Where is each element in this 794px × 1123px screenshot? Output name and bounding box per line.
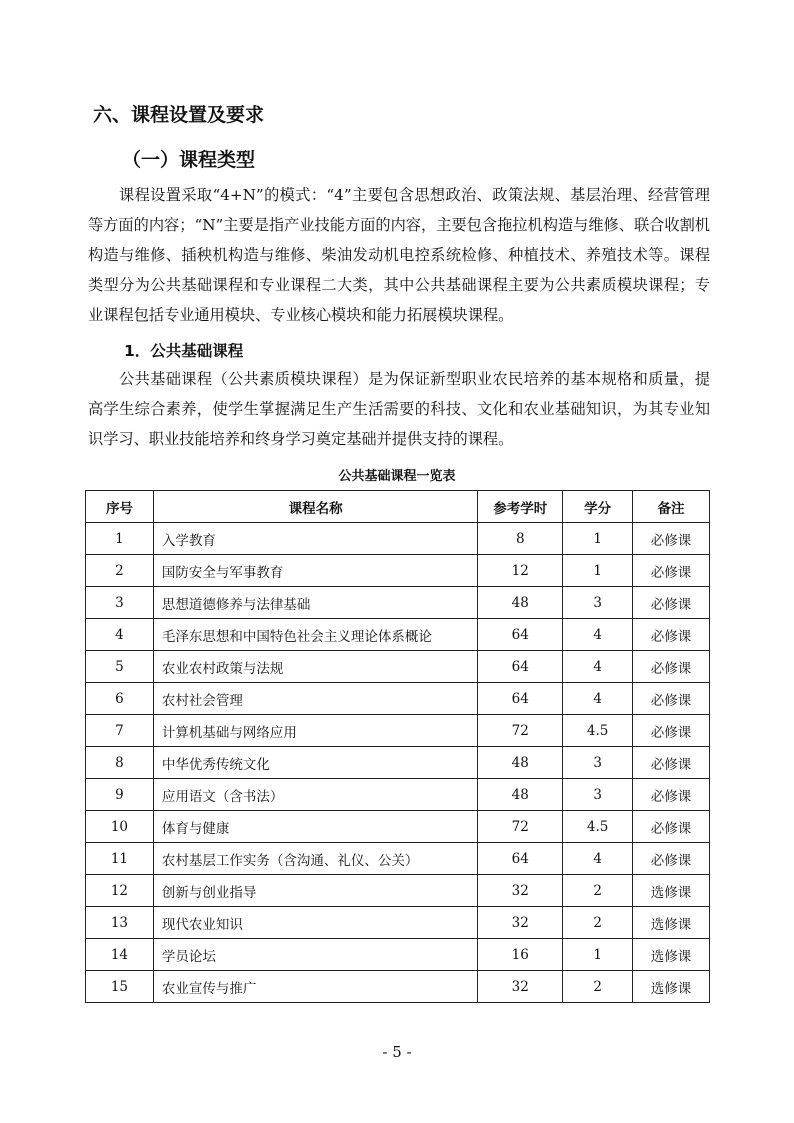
- table-header-row: [86, 491, 710, 523]
- cell-course-name: 思想道德修养与法律基础: [153, 587, 477, 619]
- cell-hours: 32: [478, 875, 563, 907]
- cell-index: 11: [86, 843, 154, 875]
- cell-index: 7: [86, 715, 154, 747]
- cell-hours: 64: [478, 619, 563, 651]
- cell-index: 4: [86, 619, 154, 651]
- cell-credits: 2: [563, 875, 633, 907]
- cell-credits: 1: [563, 555, 633, 587]
- header-hours: 参考学时: [478, 491, 563, 523]
- cell-course-name: 创新与创业指导: [153, 875, 477, 907]
- cell-hours: 64: [478, 843, 563, 875]
- cell-notes: 必修课: [633, 715, 710, 747]
- cell-hours: 72: [478, 715, 563, 747]
- cell-index: 6: [86, 683, 154, 715]
- cell-credits: 1: [563, 523, 633, 555]
- cell-index: 15: [86, 971, 154, 1003]
- table-row: [86, 587, 710, 619]
- cell-course-name: 农村社会管理: [153, 683, 477, 715]
- table-row: [86, 523, 710, 555]
- cell-notes: 选修课: [633, 971, 710, 1003]
- cell-notes: 选修课: [633, 939, 710, 971]
- cell-hours: 12: [478, 555, 563, 587]
- cell-course-name: 计算机基础与网络应用: [153, 715, 477, 747]
- cell-credits: 4.5: [563, 811, 633, 843]
- cell-hours: 64: [478, 683, 563, 715]
- cell-notes: 必修课: [633, 779, 710, 811]
- cell-credits: 3: [563, 587, 633, 619]
- cell-notes: 必修课: [633, 811, 710, 843]
- cell-notes: 必修课: [633, 619, 710, 651]
- table-row: [86, 779, 710, 811]
- page-number: - 5 -: [382, 1043, 412, 1061]
- cell-course-name: 中华优秀传统文化: [153, 747, 477, 779]
- cell-index: 14: [86, 939, 154, 971]
- cell-notes: 必修课: [633, 523, 710, 555]
- table-row: [86, 555, 710, 587]
- cell-notes: 必修课: [633, 587, 710, 619]
- table-row: [86, 907, 710, 939]
- paragraph-public-courses: 公共基础课程（公共素质模块课程）是为保证新型职业农民培养的基本规格和质量，提高学生综合素养，使学生掌握满足生产生活需要的科技、文化和农业基础知识，为其专业知识学习、职业技能培养和终身学习奠定基础并提供支持的课程。: [88, 370, 710, 448]
- table-row: [86, 651, 710, 683]
- section-heading: 六、课程设置及要求: [93, 104, 265, 126]
- header-index: 序号: [86, 491, 154, 523]
- header-course-name: 课程名称: [153, 491, 477, 523]
- cell-credits: 4: [563, 843, 633, 875]
- cell-notes: 必修课: [633, 843, 710, 875]
- cell-credits: 1: [563, 939, 633, 971]
- cell-course-name: 应用语文（含书法）: [153, 779, 477, 811]
- table-row: [86, 715, 710, 747]
- cell-course-name: 入学教育: [153, 523, 477, 555]
- item-heading: 1．公共基础课程: [124, 342, 244, 360]
- table-caption: 公共基础课程一览表: [338, 469, 456, 484]
- cell-index: 9: [86, 779, 154, 811]
- cell-index: 5: [86, 651, 154, 683]
- cell-index: 12: [86, 875, 154, 907]
- cell-index: 13: [86, 907, 154, 939]
- course-table: [85, 490, 710, 1003]
- table-row: [86, 843, 710, 875]
- cell-credits: 4: [563, 651, 633, 683]
- table-row: [86, 683, 710, 715]
- cell-hours: 32: [478, 971, 563, 1003]
- cell-credits: 4.5: [563, 715, 633, 747]
- cell-course-name: 毛泽东思想和中国特色社会主义理论体系概论: [153, 619, 477, 651]
- cell-notes: 必修课: [633, 555, 710, 587]
- cell-credits: 2: [563, 971, 633, 1003]
- table-row: [86, 619, 710, 651]
- table-row: [86, 971, 710, 1003]
- cell-credits: 3: [563, 747, 633, 779]
- cell-credits: 4: [563, 683, 633, 715]
- cell-index: 1: [86, 523, 154, 555]
- header-notes: 备注: [633, 491, 710, 523]
- table-row: [86, 939, 710, 971]
- cell-course-name: 国防安全与军事教育: [153, 555, 477, 587]
- cell-course-name: 农村基层工作实务（含沟通、礼仪、公关）: [153, 843, 477, 875]
- cell-hours: 32: [478, 907, 563, 939]
- cell-notes: 选修课: [633, 907, 710, 939]
- cell-course-name: 学员论坛: [153, 939, 477, 971]
- cell-notes: 必修课: [633, 747, 710, 779]
- cell-course-name: 现代农业知识: [153, 907, 477, 939]
- cell-course-name: 体育与健康: [153, 811, 477, 843]
- cell-hours: 16: [478, 939, 563, 971]
- cell-course-name: 农业宣传与推广: [153, 971, 477, 1003]
- subsection-heading: （一）课程类型: [122, 149, 256, 171]
- header-credits: 学分: [563, 491, 633, 523]
- table-row: [86, 747, 710, 779]
- cell-index: 3: [86, 587, 154, 619]
- cell-credits: 4: [563, 619, 633, 651]
- cell-hours: 48: [478, 587, 563, 619]
- cell-index: 2: [86, 555, 154, 587]
- cell-index: 10: [86, 811, 154, 843]
- cell-credits: 2: [563, 907, 633, 939]
- paragraph-course-types: 课程设置采取“4+N”的模式：“4”主要包含思想政治、政策法规、基层治理、经营管理等方面的内容；“N”主要是指产业技能方面的内容，主要包含拖拉机构造与维修、联合收割机构造与维修、插秧机构造与维修、柴油发动机电控系统检修、种植技术、养殖技术等。课程类型分为公共基础课程和专业课程二大类，其中公共基础课程主要为公共素质模块课程；专业课程包括专业通用模块、专业核心模块和能力拓展模块课程。: [88, 186, 710, 324]
- cell-hours: 48: [478, 779, 563, 811]
- cell-hours: 48: [478, 747, 563, 779]
- table-row: [86, 875, 710, 907]
- cell-notes: 必修课: [633, 683, 710, 715]
- cell-hours: 8: [478, 523, 563, 555]
- cell-notes: 选修课: [633, 875, 710, 907]
- cell-notes: 必修课: [633, 651, 710, 683]
- cell-hours: 72: [478, 811, 563, 843]
- cell-index: 8: [86, 747, 154, 779]
- cell-credits: 3: [563, 779, 633, 811]
- cell-hours: 64: [478, 651, 563, 683]
- table-row: [86, 811, 710, 843]
- cell-course-name: 农业农村政策与法规: [153, 651, 477, 683]
